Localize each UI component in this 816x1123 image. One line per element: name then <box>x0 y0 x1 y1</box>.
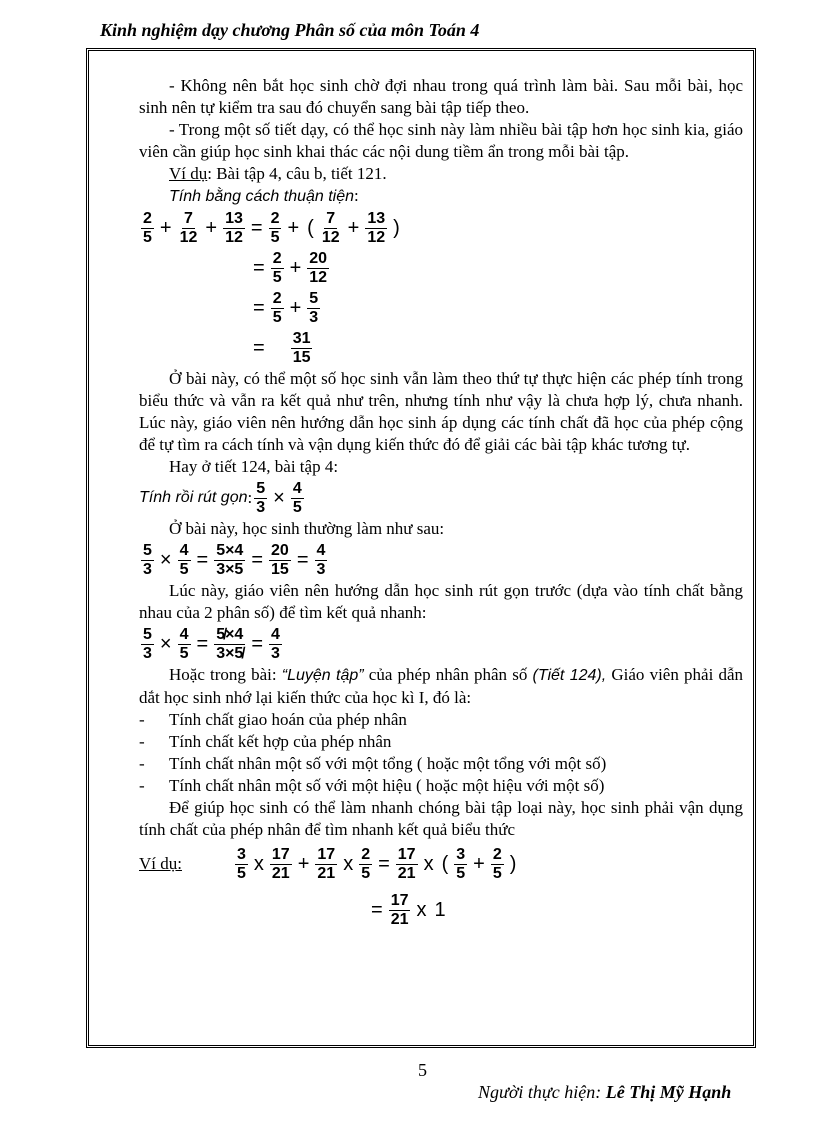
fraction: $\frac{3}{5}$ <box>237 845 246 882</box>
fraction: $\frac{5}{3}$ <box>143 541 152 578</box>
fraction: $\frac{2}{5}$ <box>272 289 282 326</box>
paragraph-2: - Trong một số tiết dạy, có thể học sinh này làm nhiều bài tập hơn học sinh kia, giáo viên cần giúp học sinh khai thác các nội dung tiềm ẩn trong mỗi bài tập. <box>139 120 743 161</box>
math-line-7: $\frac{5}{3}$ × $\frac{4}{5}$ = $\frac{5̸\times 4}{3\times 5̸}$ = $\frac{4}{3}$ <box>143 625 280 662</box>
math-line-3: = $\frac{2}{5}$ + $\frac{5}{3}$ <box>253 289 319 326</box>
page-number: 5 <box>418 1060 427 1080</box>
fraction: $\frac{2}{5}$ <box>361 845 371 882</box>
fraction: $\frac{4}{3}$ <box>271 625 280 662</box>
paragraph-1: - Không nên bắt học sinh chờ đợi nhau trong quá trình làm bài. Sau mỗi bài, học sinh nên tự kiểm tra sau đó chuyển sang bài tập tiếp theo. <box>139 76 743 117</box>
fraction: $\frac{4}{5}$ <box>179 625 189 662</box>
fraction: $\frac{2}{5}$ <box>270 209 280 246</box>
fraction: $\frac{17}{21}$ <box>390 891 409 928</box>
fraction: $\frac{5\times 4}{3\times 5}$ <box>216 541 244 578</box>
math-line-9: = $\frac{17}{21}$ x 1 <box>371 891 446 928</box>
fraction: $\frac{20}{12}$ <box>309 249 328 286</box>
list-item: - Tính chất giao hoán của phép nhân <box>139 710 407 729</box>
math-line-6: $\frac{5}{3}$ × $\frac{4}{5}$ = $\frac{5\times 4}{3\times 5}$ = $\frac{20}{15}$ = $\frac{4}{3}$ <box>143 541 326 578</box>
math-line-8: Ví dụ: $\frac{3}{5}$ x $\frac{17}{21}$ + $\frac{17}{21}$ x $\frac{2}{5}$ = $\frac{17}{21}$ x ( $\frac{3}{5}$ + $\frac{2}{5}$ ) <box>139 845 517 882</box>
fraction: $\frac{17}{21}$ <box>397 845 416 882</box>
paragraph-6: Lúc này, giáo viên nên hướng dẫn học sinh rút gọn trước (dựa vào tính chất bằng nhau của 2 phân số) để tìm kết quả nhanh: <box>139 581 743 622</box>
page-header: Kinh nghiệm dạy chương Phân số của môn Toán 4 <box>100 20 480 40</box>
fraction: $\frac{7}{12}$ <box>179 209 198 246</box>
instruction-1: Tính bằng cách thuận tiện: <box>169 186 359 205</box>
example-1: Ví dụ: Bài tập 4, câu b, tiết 121. <box>169 164 387 183</box>
fraction: $\frac{5}{3}$ <box>256 479 266 516</box>
content-frame <box>86 48 756 1048</box>
fraction: $\frac{5}{3}$ <box>309 289 319 326</box>
fraction: $\frac{13}{12}$ <box>225 209 243 246</box>
paragraph-8: Để giúp học sinh có thể làm nhanh chóng bài tập loại này, học sinh phải vận dụng tính chất của phép nhân để tìm nhanh kết quả biểu thức <box>139 798 743 839</box>
math-line-2: = $\frac{2}{5}$ + $\frac{20}{12}$ <box>253 249 328 286</box>
list-item: - Tính chất nhân một số với một hiệu ( hoặc một hiệu với một số) <box>139 776 605 795</box>
fraction: $\frac{17}{21}$ <box>271 845 290 882</box>
fraction: $\frac{4}{5}$ <box>179 541 189 578</box>
list-item: - Tính chất nhân một số với một tổng ( hoặc một tổng với một số) <box>139 754 607 773</box>
math-line-1: $\frac{2}{5}$ + $\frac{7}{12}$ + $\frac{13}{12}$ = $\frac{2}{5}$ + ( $\frac{7}{12}$ + $\frac{13}{12}$ ) <box>143 209 400 246</box>
math-line-5: Tính rồi rút gọn : $\frac{5}{3}$ × $\frac{4}{5}$ <box>139 479 302 516</box>
fraction: $\frac{17}{21}$ <box>317 845 336 882</box>
paragraph-3: Ở bài này, có thể một số học sinh vẫn làm theo thứ tự thực hiện các phép tính trong biểu thức và vẫn ra kết quả như trên, nhưng tính như vậy là chưa hợp lý, chưa nhanh. Lúc này, giáo viên nên hướng dẫn học sinh áp dụng các tính chất đã học của phép cộng để tự tìm ra cách tính và vận dụng kiến thức đó để giải các bài tập khác tương tự. <box>139 369 743 454</box>
paragraph-4: Hay ở tiết 124, bài tập 4: <box>169 457 339 476</box>
page-footer: Người thực hiện: Lê Thị Mỹ Hạnh <box>478 1082 732 1102</box>
fraction: $\frac{2}{5}$ <box>143 209 152 246</box>
paragraph-5: Ở bài này, học sinh thường làm như sau: <box>169 519 445 538</box>
fraction: $\frac{4}{3}$ <box>316 541 326 578</box>
fraction: $\frac{31}{15}$ <box>292 329 311 366</box>
fraction: $\frac{4}{5}$ <box>292 479 302 516</box>
example-label-2: Ví dụ: <box>139 854 182 873</box>
fraction: $\frac{3}{5}$ <box>456 845 466 882</box>
fraction: $\frac{13}{12}$ <box>367 209 386 246</box>
math-line-4: = $\frac{31}{15}$ <box>253 329 311 366</box>
fraction: $\frac{2}{5}$ <box>492 845 502 882</box>
content-body <box>139 75 743 933</box>
example-label: Ví dụ <box>169 164 208 183</box>
fraction: $\frac{2}{5}$ <box>272 249 282 286</box>
paragraph-7: Hoặc trong bài: “Luyện tập” của phép nhân phân số (Tiết 124), Giáo viên phải dẫn dắt học sinh nhớ lại kiến thức của học kì I, đó là: <box>139 665 744 707</box>
fraction-cancelled: $\frac{5̸\times 4}{3\times 5̸}$ <box>216 625 244 662</box>
fraction: $\frac{7}{12}$ <box>321 209 340 246</box>
fraction: $\frac{20}{15}$ <box>271 541 289 578</box>
fraction: $\frac{5}{3}$ <box>143 625 152 662</box>
list-item: - Tính chất kết hợp của phép nhân <box>139 732 392 751</box>
